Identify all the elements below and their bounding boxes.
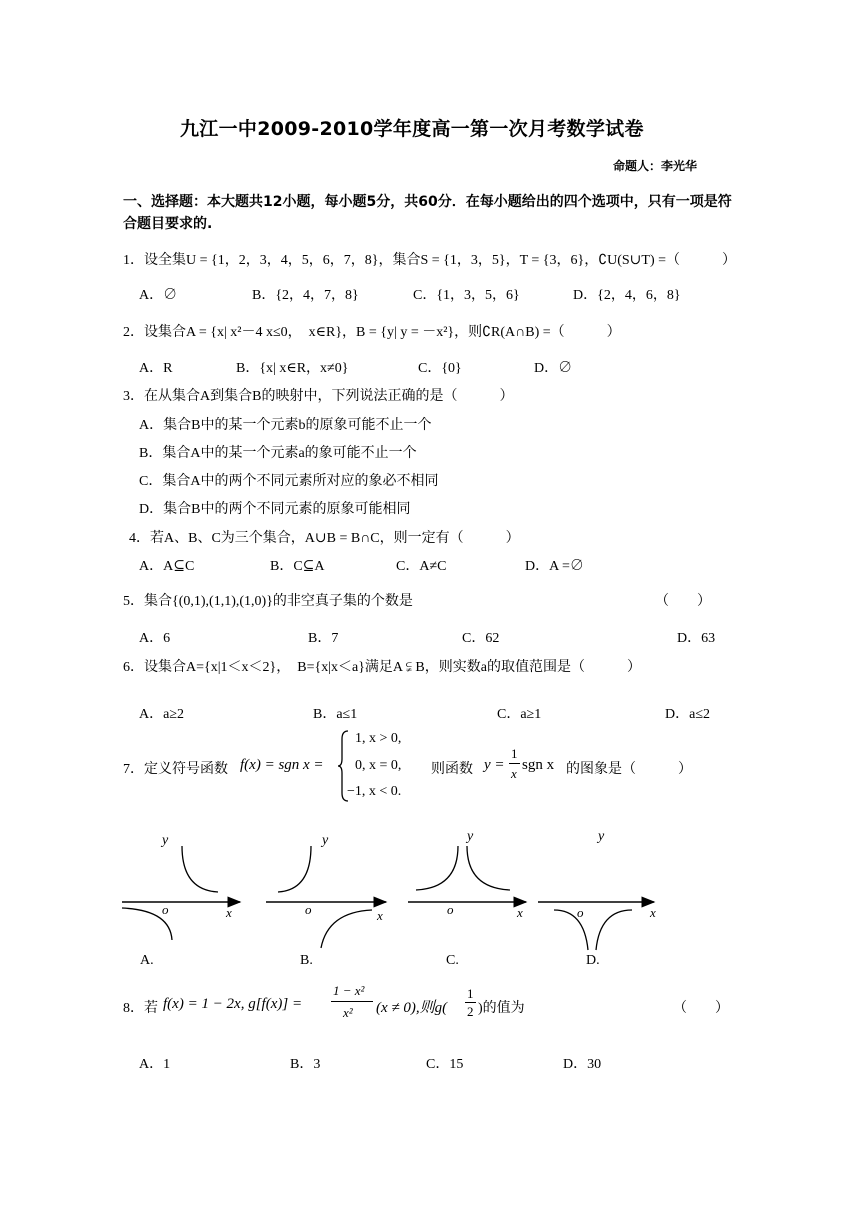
q6-option-b[interactable]: B．a≤1 [313,707,358,722]
q8-frac-bar [331,1001,373,1002]
graph-c-x-label: x [517,905,523,920]
q8-frac-num: 1 − x² [333,983,365,998]
q4-option-b[interactable]: B．C⊆A [270,559,325,574]
q1-option-c[interactable]: C．{1，3，5，6} [413,288,520,303]
q5-option-a[interactable]: A．6 [139,631,171,646]
q8-option-d[interactable]: D．30 [563,1057,602,1072]
q7-frac-bar [509,763,520,764]
q7-option-c[interactable]: C. [446,953,459,968]
q7-case-1: 1, x > 0, [355,731,402,746]
graph-c-o-label: o [447,902,454,917]
q8-frac2-num: 1 [467,986,474,1001]
q8-frac2-den: 2 [467,1004,474,1019]
q6-option-d[interactable]: D．a≤2 [665,707,711,722]
graph-d-o-label: o [577,905,584,920]
q4-option-a[interactable]: A．A⊆C [139,559,195,574]
q7-stem-post: 的图象是（ ） [566,762,692,777]
q8-expr2: (x ≠ 0),则g( [376,1000,448,1016]
q2-option-d[interactable]: D．∅ [534,361,573,376]
q4-option-c[interactable]: C．A≠C [396,559,447,574]
graph-a-o-label: o [162,902,169,917]
page-title: 九江一中2009-2010学年度高一第一次月考数学试卷 [180,118,644,140]
question-1-stem: 1．设全集U = {1，2，3，4，5，6，7，8}，集合S = {1，3，5}，T = {3，6}，∁U(S∪T) =（ ） [123,253,737,268]
q2-option-c[interactable]: C．{0} [418,361,462,376]
q4-option-d[interactable]: D．A =∅ [525,559,584,574]
graph-d-y-label: y [598,829,605,844]
q7-sgn: sgn x [522,757,555,773]
graph-b-x-label: x [377,908,383,923]
q7-frac-den: x [511,766,517,781]
q5-option-c[interactable]: C．62 [462,631,500,646]
q1-option-d[interactable]: D．{2，4，6，8} [573,288,681,303]
q6-option-a[interactable]: A．a≥2 [139,707,185,722]
question-5-stem: 5．集合{(0,1),(1,1),(1,0)}的非空真子集的个数是 [123,594,413,609]
q5-option-b[interactable]: B．7 [308,631,339,646]
q8-frac2-bar [465,1002,476,1003]
graph-d [538,829,656,950]
question-6-stem: 6．设集合A={x|1＜x＜2}， B={x|x＜a}满足A ⫋ B，则实数a的取值范围是（ ） [123,660,641,675]
q7-frac-num: 1 [511,746,518,761]
q7-stem-mid: 则函数 [431,762,473,777]
q1-option-a[interactable]: A．∅ [139,288,178,303]
q8-option-b[interactable]: B．3 [290,1057,321,1072]
graph-b-y-label: y [322,833,329,848]
graph-a [122,833,240,940]
q8-option-c[interactable]: C．15 [426,1057,464,1072]
q7-option-a[interactable]: A. [140,953,154,968]
q8-stem-post: )的值为 [478,1001,525,1016]
graph-a-y-label: y [162,833,169,848]
q5-answer-paren: （ ） [655,594,711,609]
graph-b [266,833,386,948]
q6-option-c[interactable]: C．a≥1 [497,707,542,722]
q1-option-b[interactable]: B．{2，4，7，8} [252,288,359,303]
q7-case-3: −1, x < 0. [347,784,402,799]
question-8-stem-pre: 8．若 [123,1001,158,1016]
q7-graphs [118,822,678,972]
q3-option-d[interactable]: D．集合B中的两个不同元素的原象可能相同 [139,502,411,517]
question-4-stem: 4．若A、B、C为三个集合，A∪B = B∩C，则一定有（ ） [129,531,520,546]
q3-option-c[interactable]: C．集合A中的两个不同元素所对应的象必不相同 [139,474,439,489]
q7-option-b[interactable]: B. [300,953,313,968]
q3-option-a[interactable]: A．集合B中的某一个元素b的原象可能不止一个 [139,418,432,433]
q5-option-d[interactable]: D．63 [677,631,716,646]
author-line: 命题人：李光华 [613,159,698,173]
q7-fx-expression: f(x) = sgn x = [240,757,324,773]
q8-option-a[interactable]: A．1 [139,1057,171,1072]
graph-b-o-label: o [305,902,312,917]
q2-option-a[interactable]: A．R [139,361,173,376]
section-heading: 一、选择题：本大题共12小题，每小题5分，共60分．在每小题给出的四个选项中，只有一项是符合题目要求的. [123,194,732,232]
q8-frac-den: x² [343,1005,353,1020]
graph-c [408,829,526,920]
q7-case-2: 0, x = 0, [355,758,402,773]
q2-option-b[interactable]: B．{x| x∈R，x≠0} [236,361,349,376]
question-7-stem-pre: 7．定义符号函数 [123,762,228,777]
q8-expr1: f(x) = 1 − 2x, g[f(x)] = [163,996,303,1012]
question-3-stem: 3．在从集合A到集合B的映射中，下列说法正确的是（ ） [123,389,514,404]
graph-a-x-label: x [226,905,232,920]
q7-y-eq: y = [484,757,505,773]
q7-option-d[interactable]: D. [586,953,600,968]
q8-answer-paren: （ ） [673,1001,729,1016]
question-2-stem: 2．设集合A = {x| x²－4 x≤0， x∈R}，B = {y| y = －x²}，则∁R(A∩B) =（ ） [123,325,621,340]
q3-option-b[interactable]: B．集合A中的某一个元素a的象可能不止一个 [139,446,417,461]
graph-d-x-label: x [650,905,656,920]
graph-c-y-label: y [467,829,474,844]
